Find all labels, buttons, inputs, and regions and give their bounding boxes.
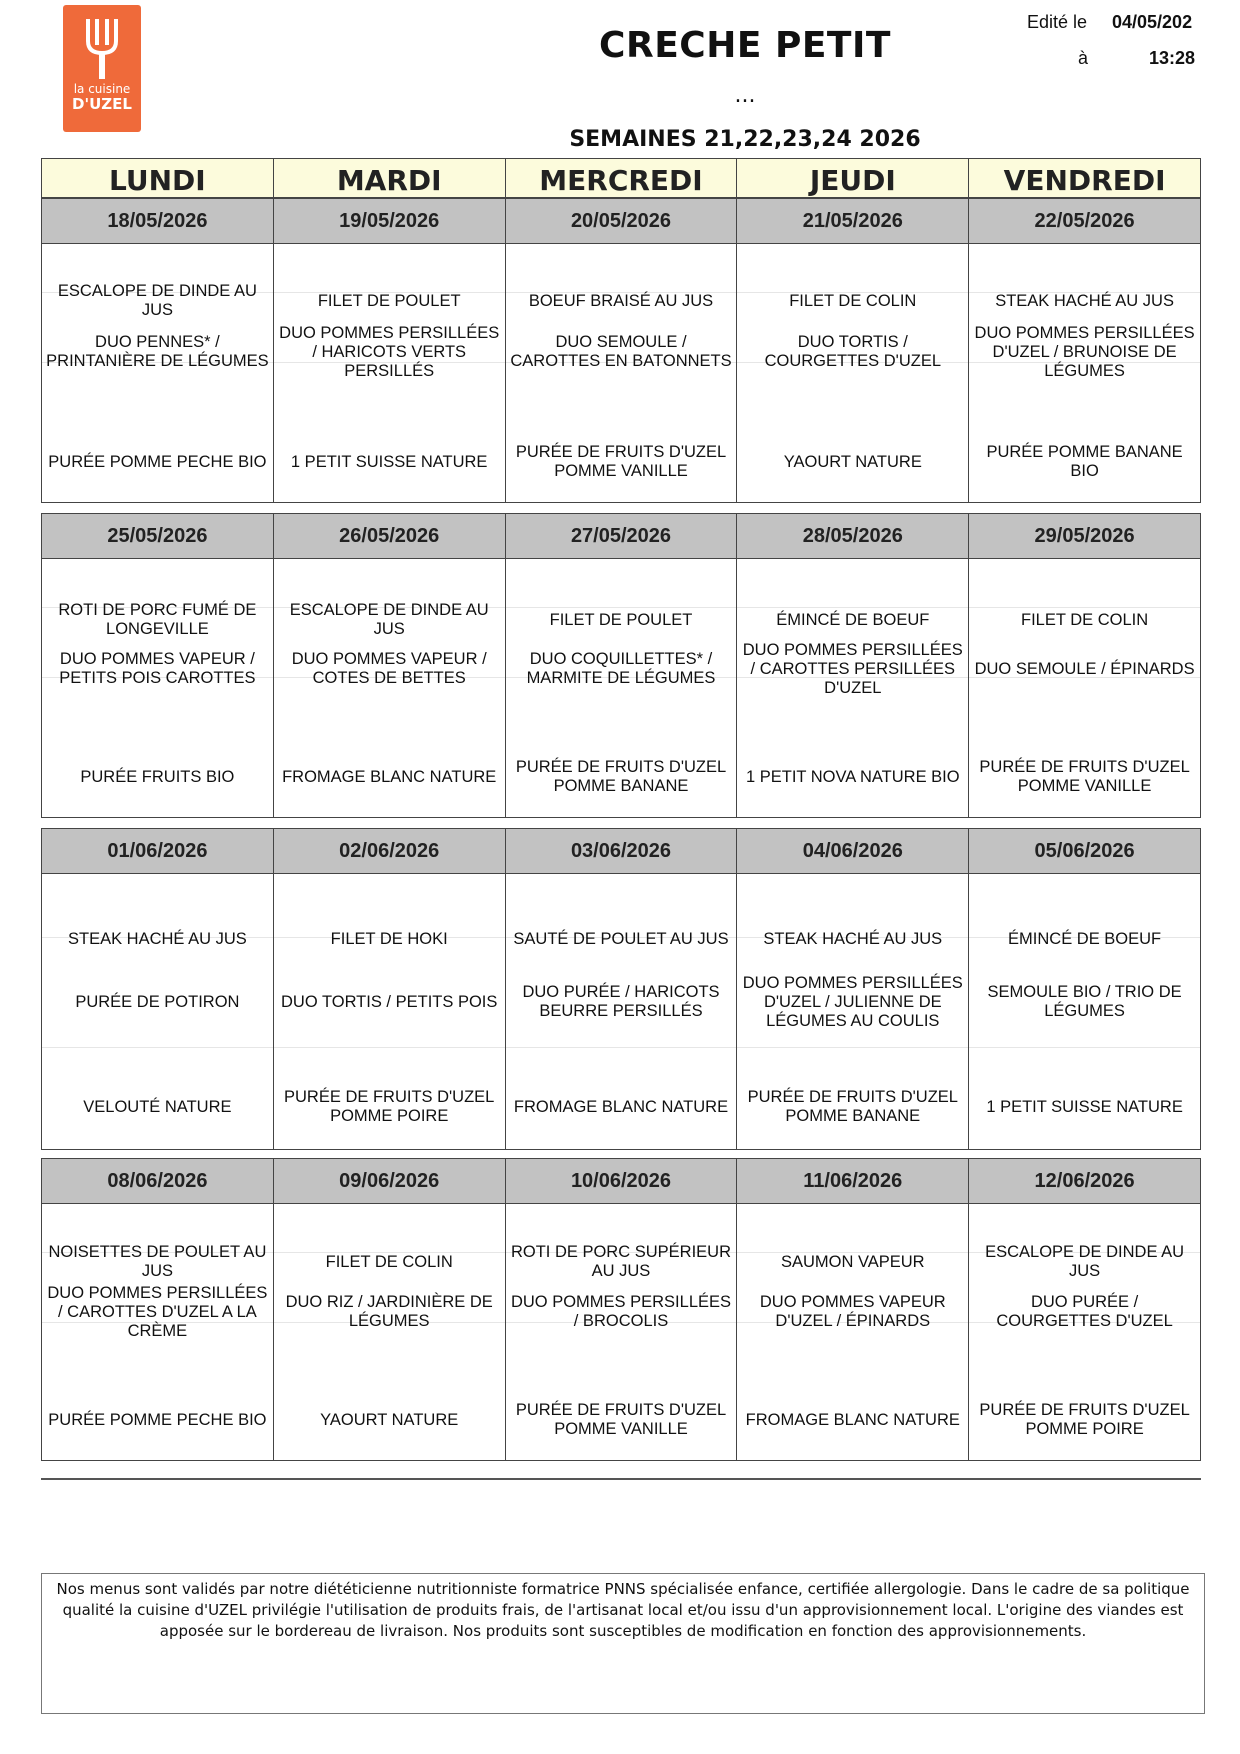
- main-dish: ESCALOPE DE DINDE AU JUS: [985, 1243, 1185, 1280]
- dessert: 1 PETIT SUISSE NATURE: [290, 452, 488, 471]
- page-subtitle: ...: [734, 83, 756, 108]
- day-menu-cell: [505, 559, 737, 817]
- footer-note: Nos menus sont validés par notre diététicienne nutritionniste formatrice PNNS spécialisée enfance, certifiée allergologie. Dans le cadre de sa politique qualité la cuisine d'UZEL privilégie l'utilisation de produits frais, de l'artisanat local et/ou issu d'un approvisionnement local. L'origine des viandes est apposée sur le bordereau de livraison. Nos produits sont susceptibles de modification en fonction des approvisionnements.: [41, 1573, 1205, 1714]
- day-menu-cell: [42, 1204, 273, 1460]
- day-menu-cell: [42, 244, 273, 502]
- dessert: PURÉE POMME PECHE BIO: [48, 452, 267, 471]
- week-block: [41, 198, 1201, 503]
- day-header-tuesday: MARDI: [273, 159, 505, 197]
- day-date: 11/06/2026: [736, 1159, 968, 1203]
- course-separator: [42, 1047, 273, 1048]
- day-date: 26/05/2026: [273, 514, 505, 558]
- day-menu-cell: [273, 559, 505, 817]
- dessert: PURÉE DE FRUITS D'UZEL POMME POIRE: [284, 1088, 495, 1125]
- dessert: PURÉE POMME BANANE BIO: [986, 443, 1183, 480]
- day-menu-cell: [968, 559, 1200, 817]
- side-dish: DUO RIZ / JARDINIÈRE DE LÉGUMES: [285, 1293, 493, 1330]
- side-dish: DUO SEMOULE / CAROTTES EN BATONNETS: [510, 333, 732, 370]
- course-separator: [969, 607, 1200, 608]
- side-dish: DUO TORTIS / PETITS POIS: [281, 992, 498, 1011]
- dessert: PURÉE DE FRUITS D'UZEL POMME VANILLE: [979, 758, 1190, 795]
- brand-line2: D'UZEL: [72, 95, 132, 113]
- brand-logo: [63, 5, 141, 132]
- day-header-wednesday: MERCREDI: [505, 159, 737, 197]
- day-header-friday: VENDREDI: [968, 159, 1200, 197]
- side-dish: DUO SEMOULE / ÉPINARDS: [974, 659, 1195, 678]
- side-dish: DUO COQUILLETTES* / MARMITE DE LÉGUMES: [526, 650, 716, 687]
- side-dish: DUO POMMES VAPEUR D'UZEL / ÉPINARDS: [759, 1293, 946, 1330]
- day-date: 20/05/2026: [505, 199, 737, 243]
- main-dish: ROTI DE PORC SUPÉRIEUR AU JUS: [510, 1243, 731, 1280]
- day-menu-cell: [968, 244, 1200, 502]
- day-menu-cell: [736, 1204, 968, 1460]
- week-block: [41, 828, 1201, 1150]
- dessert: 1 PETIT SUISSE NATURE: [986, 1097, 1183, 1116]
- side-dish: DUO POMMES PERSILLÉES D'UZEL / JULIENNE DE LÉGUMES AU COULIS: [742, 973, 963, 1030]
- day-menu-cell: [736, 244, 968, 502]
- dessert: PURÉE DE FRUITS D'UZEL POMME BANANE: [515, 758, 727, 795]
- day-menu-cell: [736, 874, 968, 1149]
- main-dish: FILET DE COLIN: [325, 1252, 453, 1271]
- day-menu-cell: [273, 244, 505, 502]
- main-dish: ÉMINCÉ DE BOEUF: [1008, 929, 1162, 948]
- side-dish: DUO POMMES VAPEUR / COTES DE BETTES: [291, 650, 487, 687]
- day-date: 04/06/2026: [736, 829, 968, 873]
- main-dish: STEAK HACHÉ AU JUS: [995, 291, 1174, 310]
- edited-at-label: à: [1078, 48, 1089, 68]
- date-row: [42, 514, 1200, 559]
- day-header-monday: LUNDI: [109, 164, 206, 197]
- week-block: [41, 513, 1201, 818]
- day-menu-cell: [505, 874, 737, 1149]
- day-menu-cell: [505, 244, 737, 502]
- date-row: [42, 1159, 1200, 1204]
- main-dish: ÉMINCÉ DE BOEUF: [776, 610, 930, 629]
- side-dish: SEMOULE BIO / TRIO DE LÉGUMES: [987, 983, 1182, 1020]
- main-dish: FILET DE COLIN: [1021, 610, 1149, 629]
- dessert: YAOURT NATURE: [783, 452, 922, 471]
- side-dish: DUO TORTIS / COURGETTES D'UZEL: [764, 333, 941, 370]
- main-dish: STEAK HACHÉ AU JUS: [68, 929, 247, 948]
- weeks-heading: SEMAINES 21,22,23,24 2026: [569, 127, 921, 152]
- brand-line1: la cuisine: [73, 82, 131, 96]
- main-dish: FILET DE POULET: [317, 291, 461, 310]
- side-dish: DUO PURÉE / HARICOTS BEURRE PERSILLÉS: [522, 983, 720, 1020]
- edited-label: Edité le: [1027, 12, 1088, 32]
- side-dish: DUO PURÉE / COURGETTES D'UZEL: [996, 1293, 1173, 1330]
- dessert: PURÉE DE FRUITS D'UZEL POMME BANANE: [747, 1088, 958, 1125]
- main-dish: NOISETTES DE POULET AU JUS: [48, 1243, 267, 1280]
- dessert: PURÉE DE FRUITS D'UZEL POMME POIRE: [979, 1401, 1190, 1438]
- day-date: 09/06/2026: [273, 1159, 505, 1203]
- day-date: 19/05/2026: [273, 199, 505, 243]
- course-separator: [506, 607, 737, 608]
- day-date: 03/06/2026: [505, 829, 737, 873]
- side-dish: DUO PENNES* / PRINTANIÈRE DE LÉGUMES: [46, 333, 269, 370]
- dessert: FROMAGE BLANC NATURE: [513, 1097, 729, 1116]
- day-menu-cell: [736, 559, 968, 817]
- main-dish: FILET DE COLIN: [789, 291, 917, 310]
- main-dish: BOEUF BRAISÉ AU JUS: [528, 291, 714, 310]
- side-dish: DUO POMMES PERSILLÉES / CAROTTES D'UZEL A LA CRÈME: [47, 1283, 268, 1340]
- date-row: [42, 199, 1200, 244]
- day-date: 02/06/2026: [273, 829, 505, 873]
- day-menu-cell: [968, 874, 1200, 1149]
- course-separator: [274, 1047, 505, 1048]
- day-date: 10/06/2026: [505, 1159, 737, 1203]
- dessert: PURÉE POMME PECHE BIO: [48, 1410, 267, 1429]
- day-date: 29/05/2026: [968, 514, 1200, 558]
- day-date: 12/06/2026: [968, 1159, 1200, 1203]
- side-dish: DUO POMMES VAPEUR / PETITS POIS CAROTTES: [59, 650, 256, 687]
- day-menu-cell: [505, 1204, 737, 1460]
- day-header-thursday: JEUDI: [736, 159, 968, 197]
- day-date: 22/05/2026: [968, 199, 1200, 243]
- day-date: 05/06/2026: [968, 829, 1200, 873]
- side-dish: DUO POMMES PERSILLÉES D'UZEL / BRUNOISE DE LÉGUMES: [974, 323, 1195, 380]
- day-menu-cell: [273, 874, 505, 1149]
- dessert: FROMAGE BLANC NATURE: [282, 767, 497, 786]
- course-separator: [969, 1047, 1200, 1048]
- dessert: 1 PETIT NOVA NATURE BIO: [745, 767, 960, 786]
- day-menu-cell: [42, 559, 273, 817]
- side-dish: DUO POMMES PERSILLÉES / HARICOTS VERTS PERSILLÉS: [279, 323, 500, 380]
- edited-date: 04/05/202: [1112, 12, 1193, 32]
- edited-time: 13:28: [1149, 48, 1196, 68]
- day-menu-cell: [42, 874, 273, 1149]
- main-dish: ESCALOPE DE DINDE AU JUS: [289, 601, 489, 638]
- week-block: [41, 1158, 1201, 1461]
- dessert: YAOURT NATURE: [320, 1410, 459, 1429]
- day-date: 27/05/2026: [505, 514, 737, 558]
- day-date: 18/05/2026: [107, 210, 208, 232]
- course-separator: [506, 1047, 737, 1048]
- day-date: 25/05/2026: [107, 525, 208, 547]
- main-dish: FILET DE POULET: [549, 610, 693, 629]
- dessert: PURÉE DE FRUITS D'UZEL POMME VANILLE: [515, 1401, 727, 1438]
- dessert: FROMAGE BLANC NATURE: [745, 1410, 960, 1429]
- date-row: [42, 829, 1200, 874]
- day-header-row: [41, 158, 1201, 198]
- day-date: 21/05/2026: [736, 199, 968, 243]
- main-dish: ESCALOPE DE DINDE AU JUS: [57, 282, 257, 319]
- dessert: PURÉE FRUITS BIO: [80, 767, 235, 786]
- fork-icon: [82, 19, 122, 79]
- course-separator: [737, 607, 968, 608]
- day-date: 08/06/2026: [107, 1170, 208, 1192]
- day-menu-cell: [273, 1204, 505, 1460]
- side-dish: PURÉE DE POTIRON: [75, 992, 240, 1011]
- side-dish: DUO POMMES PERSILLÉES / BROCOLIS: [510, 1293, 732, 1330]
- main-dish: SAUTÉ DE POULET AU JUS: [513, 929, 729, 948]
- side-dish: DUO POMMES PERSILLÉES / CAROTTES PERSILLÉES D'UZEL: [742, 640, 963, 697]
- course-separator: [737, 1047, 968, 1048]
- day-date: 01/06/2026: [107, 840, 208, 862]
- divider: [41, 1478, 1201, 1480]
- main-dish: ROTI DE PORC FUMÉ DE LONGEVILLE: [58, 601, 257, 638]
- dessert: VELOUTÉ NATURE: [83, 1097, 232, 1116]
- day-menu-cell: [968, 1204, 1200, 1460]
- main-dish: STEAK HACHÉ AU JUS: [763, 929, 943, 948]
- page-title: CRECHE PETIT: [599, 25, 891, 66]
- main-dish: FILET DE HOKI: [330, 929, 448, 948]
- day-date: 28/05/2026: [736, 514, 968, 558]
- main-dish: SAUMON VAPEUR: [780, 1252, 925, 1271]
- dessert: PURÉE DE FRUITS D'UZEL POMME VANILLE: [515, 443, 727, 480]
